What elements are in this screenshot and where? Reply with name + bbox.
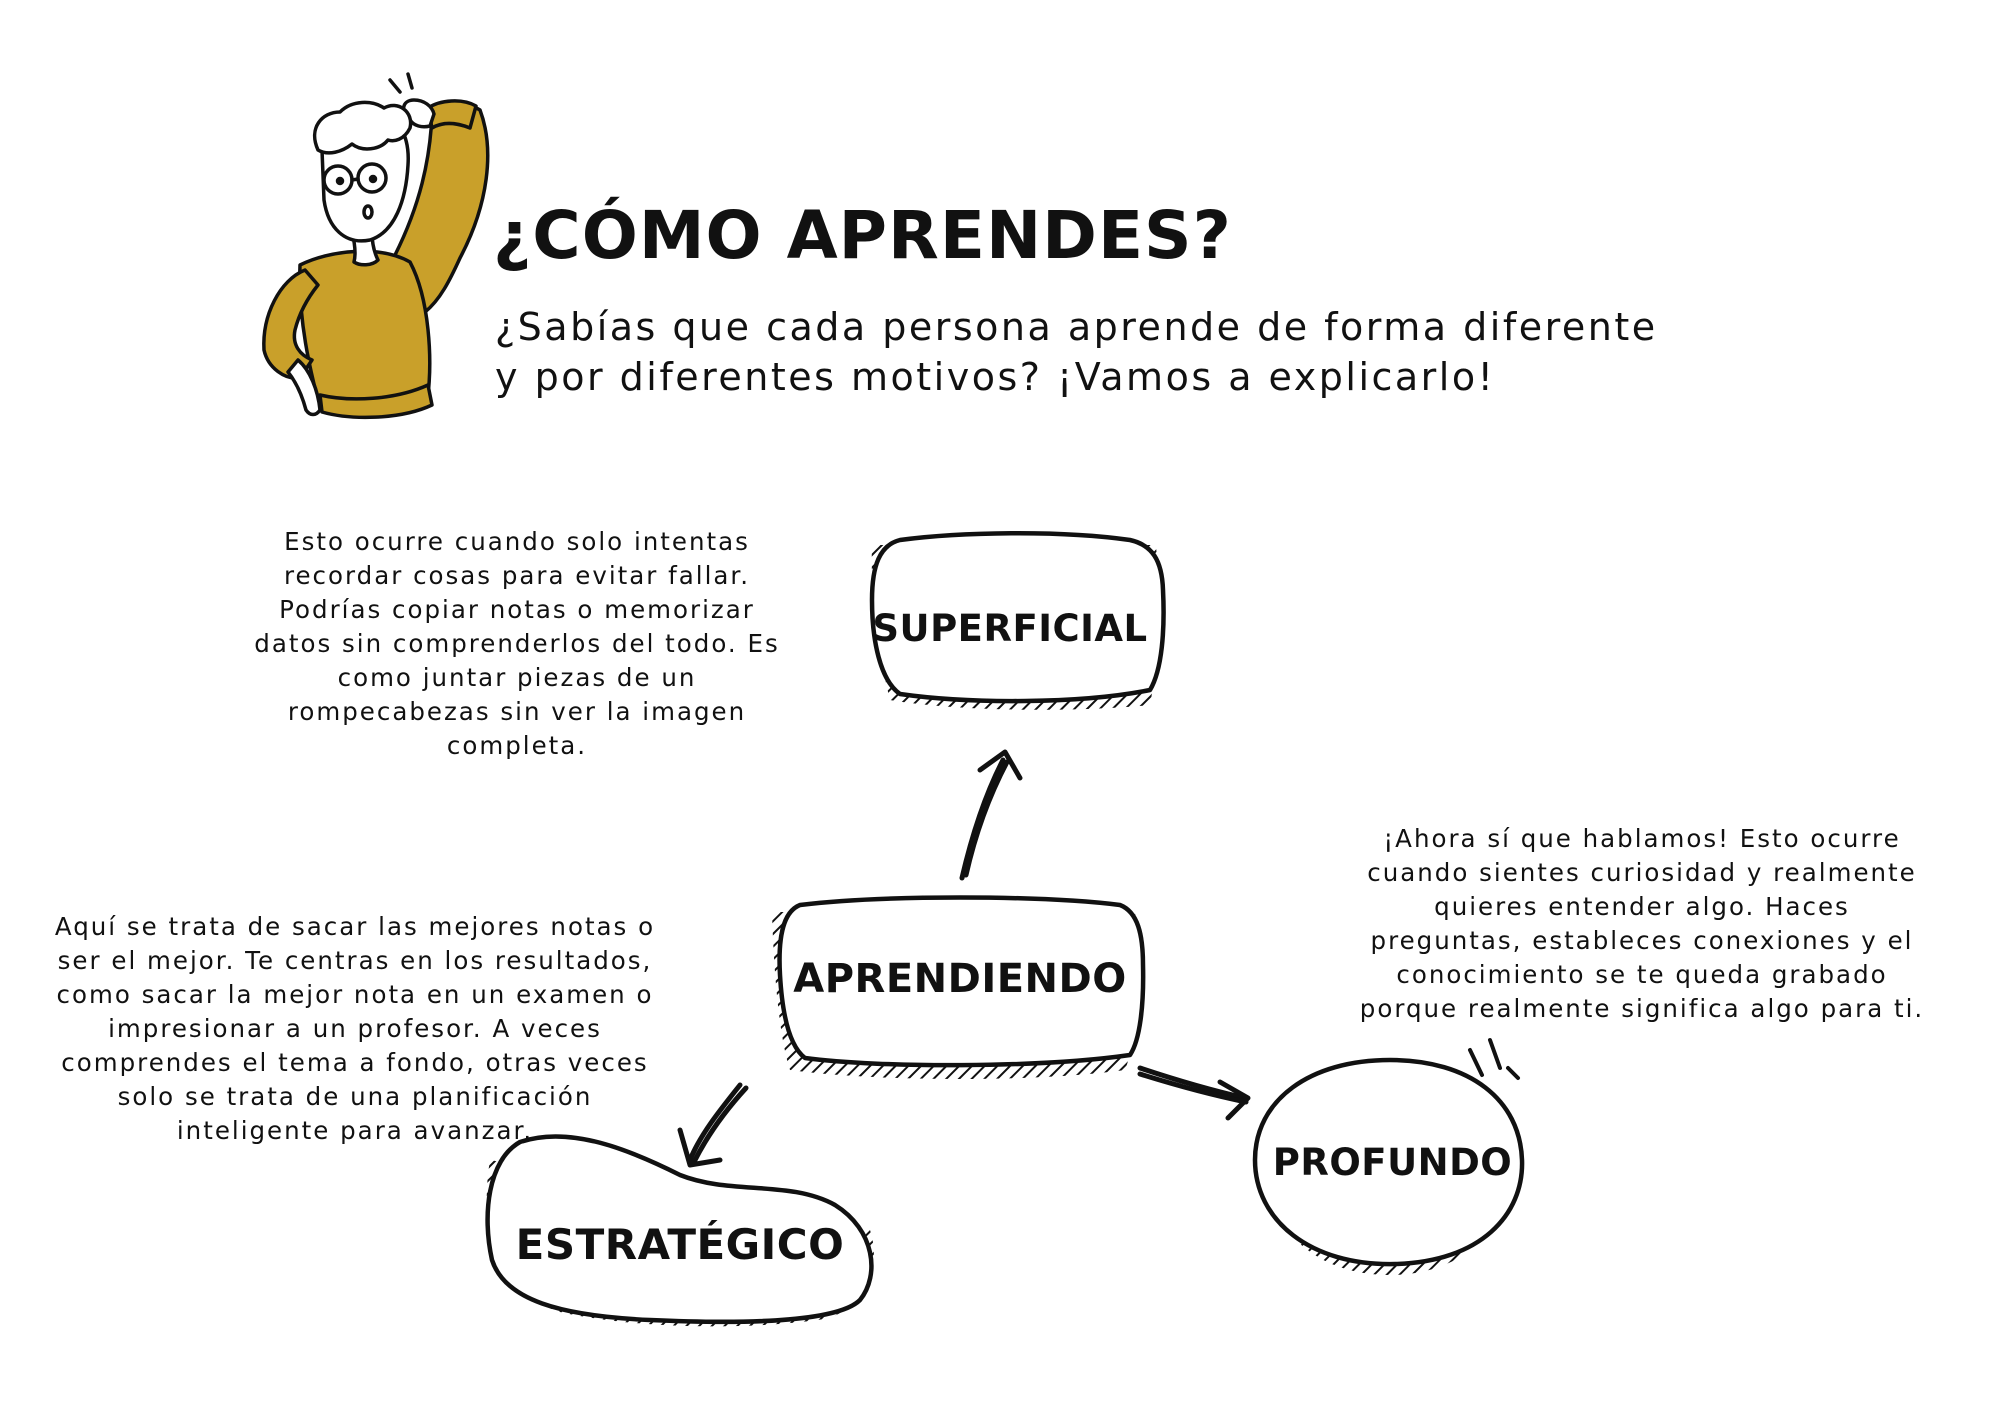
- description-line: impresionar a un profesor. A veces: [108, 1014, 602, 1043]
- superficial-label: SUPERFICIAL: [872, 607, 1148, 650]
- description-line: ¡Ahora sí que hablamos! Esto ocurre: [1383, 824, 1901, 853]
- description-line: como sacar la mejor nota en un examen o: [56, 980, 654, 1009]
- description-line: comprendes el tema a fondo, otras veces: [61, 1048, 649, 1077]
- description-line: como juntar piezas de un: [337, 663, 697, 692]
- page-title: ¿CÓMO APRENDES?: [493, 197, 1232, 274]
- description-line: conocimiento se te queda grabado: [1396, 960, 1888, 989]
- emphasis-mark: [1470, 1050, 1482, 1075]
- description-line: porque realmente significa algo para ti.: [1359, 994, 1925, 1023]
- description-line: quieres entender algo. Haces: [1434, 892, 1850, 921]
- description-line: Aquí se trata de sacar las mejores notas o: [54, 912, 656, 941]
- emphasis-mark: [1490, 1040, 1500, 1068]
- estrategico-description: [20, 910, 690, 1148]
- description-line: solo se trata de una planificación: [117, 1082, 593, 1111]
- torso: [300, 251, 430, 411]
- description-line: ser el mejor. Te centras en los resultados,: [57, 946, 653, 975]
- description-line: inteligente para avanzar.: [176, 1116, 534, 1145]
- description-line: Podrías copiar notas o memorizar: [279, 595, 755, 624]
- emphasis-mark: [1508, 1068, 1518, 1078]
- description-line: cuando sientes curiosidad y realmente: [1367, 858, 1917, 887]
- glasses-bridge: [352, 179, 358, 180]
- thinking-mark: [408, 74, 412, 88]
- description-line: rompecabezas sin ver la imagen: [287, 697, 747, 726]
- description-line: preguntas, estableces conexiones y el: [1370, 926, 1914, 955]
- description-line: completa.: [446, 731, 588, 760]
- description-line: recordar cosas para evitar fallar.: [283, 561, 751, 590]
- estrategico-label: ESTRATÉGICO: [515, 1220, 845, 1269]
- superficial-description: [208, 525, 826, 763]
- profundo-label: PROFUNDO: [1272, 1141, 1513, 1184]
- subtitle-line-1: ¿Sabías que cada persona aprende de forma diferente: [495, 305, 1658, 349]
- description-line: datos sin comprenderlos del todo. Es: [254, 629, 780, 658]
- arrow-to-superficial: [962, 752, 1020, 878]
- subtitle-line-2: y por diferentes motivos? ¡Vamos a explicarlo!: [495, 355, 1496, 399]
- description-line: Esto ocurre cuando solo intentas: [284, 527, 750, 556]
- profundo-description: [1302, 822, 1982, 1026]
- aprendiendo-label: APRENDIENDO: [793, 956, 1127, 1002]
- thinking-person-illustration: [264, 74, 488, 417]
- thinking-mark: [390, 80, 400, 92]
- arrow-to-profundo: [1140, 1068, 1248, 1118]
